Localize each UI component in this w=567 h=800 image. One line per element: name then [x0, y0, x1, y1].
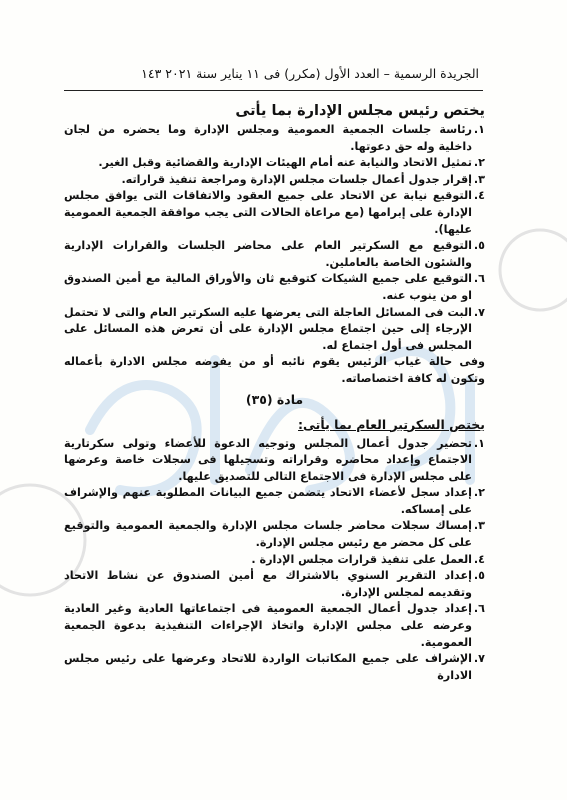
list-item: ٧. البت فى المسائل العاجلة التى يعرضها عليه السكرتير العام والتى لا تحتمل الإرجاء إلى حين اجتماع مجلس الإدارة على أن تعرض هذه المسائل على المجلس فى أول اجتماع له. — [64, 305, 485, 352]
list-item: ٧. الإشراف على جميع المكاتبات الواردة للاتحاد وعرضها على رئيس مجلس الادارة — [64, 652, 485, 682]
list-item: ٦. إعداد جدول أعمال الجمعية العمومية فى اجتماعاتها العادية وغير العادية وعرضه على مجلس الإدارة واتخاذ الإجراءات التنفيذية بدعوة الجمعية العمومية. — [64, 602, 485, 649]
list-item: ٢. تمثيل الاتحاد والنيابة عنه أمام الهيئات الإدارية والقضائية وقبل الغير. — [98, 156, 485, 170]
list-item: ٥. التوقيع مع السكرتير العام على محاضر الجلسات والقرارات الإدارية والشئون الخاصة بالعاملين. — [64, 239, 485, 269]
list-item: ٤. التوقيع نيابة عن الاتحاد على جميع العقود والاتفاقات التى يوافق مجلس الإدارة على إبرامها (مع مراعاة الحالات التى يجب موافقة الجمعية العمومية عليها). — [64, 189, 485, 236]
list-item: ٢. إعداد سجل لأعضاء الاتحاد يتضمن جميع البيانات المطلوبة عنهم والإشراف على إمساكه. — [64, 486, 485, 516]
article-title: مادة (٣٥) — [245, 391, 304, 407]
list-item: ٤. العمل على تنفيذ قرارات مجلس الإدارة . — [251, 552, 485, 566]
closing-paragraph: وفى حالة غياب الرئيس يقوم نائبه أو من يفوضه مجلس الادارة بأعماله وتكون له كافة اختصاصاته. — [64, 355, 485, 385]
list-item: ٣. إقرار جدول أعمال جلسات مجلس الإدارة ومراجعة تنفيذ قراراته. — [121, 172, 485, 186]
section2-heading: يختص السكرتير العام بما يأتى: — [298, 416, 485, 432]
list-item: ٦. التوقيع على جميع الشيكات كتوقيع ثان والأوراق المالية مع أمين الصندوق او من ينوب عنه. — [64, 272, 485, 302]
section2-list — [64, 436, 485, 685]
section1-list — [64, 122, 485, 354]
main-content — [64, 100, 485, 684]
list-item: ١. رئاسة جلسات الجمعية العمومية ومجلس الإدارة وما يحضره من لجان داخلية وله حق دعوتها. — [64, 123, 485, 153]
list-item: ٣. إمساك سجلات محاضر جلسات مجلس الإدارة والجمعية العمومية والتوقيع على كل محضر مع رئيس مجلس الإدارة. — [64, 519, 485, 550]
page-header: الجريدة الرسمية – العدد الأول (مكرر) فى ١١ يناير سنة ٢٠٢١ ١٤٣ — [141, 66, 479, 81]
list-item: ١. تحضير جدول أعمال المجلس وتوجيه الدعوة للأعضاء وتولى سكرتارية الاجتماع وإعداد محاضره وقراراته وتسجيلها فى سجلات خاصة وعرضها على مجلس الإدارة فى الاجتماع التالى للتصديق عليها. — [64, 436, 485, 483]
header-divider — [64, 90, 483, 91]
list-item: ٥. إعداد التقرير السنوي بالاشتراك مع أمين الصندوق عن نشاط الاتحاد وتقديمه لمجلس الإدارة. — [64, 569, 485, 599]
section1-heading: يختص رئيس مجلس الإدارة بما يأتى — [235, 103, 485, 119]
